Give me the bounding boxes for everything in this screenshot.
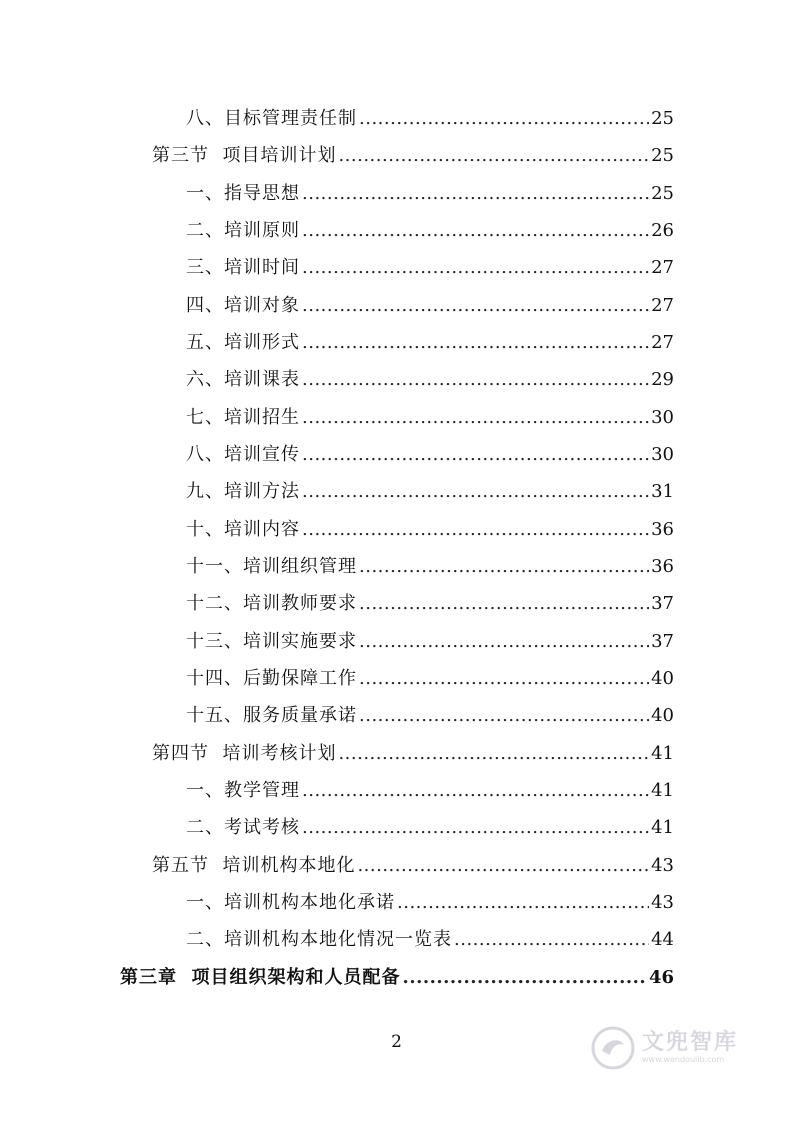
dot-leader [302, 815, 649, 841]
toc-label: 十一、培训组织管理 [186, 556, 357, 577]
dot-leader [359, 106, 649, 132]
toc-entry[interactable] [186, 778, 674, 804]
toc-label: 九、培训方法 [186, 481, 300, 502]
dot-leader [338, 741, 649, 767]
toc-label: 第四节 培训考核计划 [152, 743, 337, 764]
page-number: 2 [391, 1032, 402, 1052]
toc-entry[interactable] [186, 181, 674, 207]
toc-label: 二、培训原则 [186, 220, 300, 241]
toc-label: 八、目标管理责任制 [186, 108, 357, 129]
dot-leader [403, 965, 647, 991]
toc-label: 十五、服务质量承诺 [186, 705, 357, 726]
toc-label: 一、指导思想 [186, 183, 300, 204]
toc-page: 43 [651, 892, 674, 913]
toc-page: 41 [651, 780, 674, 801]
toc-page: 27 [651, 295, 674, 316]
dot-leader [302, 442, 649, 468]
toc-entry[interactable] [186, 815, 674, 841]
toc-page: 37 [651, 593, 674, 614]
toc-label: 七、培训招生 [186, 407, 300, 428]
toc-page: 36 [651, 556, 674, 577]
dot-leader [302, 218, 649, 244]
dot-leader [359, 554, 649, 580]
dot-leader [302, 517, 649, 543]
toc-page: 29 [651, 369, 674, 390]
toc-entry[interactable] [186, 666, 674, 692]
toc-entry[interactable] [186, 367, 674, 393]
toc-entry[interactable] [186, 330, 674, 356]
toc-page: 31 [651, 481, 674, 502]
toc-entry[interactable] [152, 741, 674, 767]
toc-entry[interactable] [152, 853, 674, 879]
toc-label: 一、教学管理 [186, 780, 300, 801]
toc-label: 十三、培训实施要求 [186, 631, 357, 652]
logo-icon [590, 1025, 636, 1071]
toc-entry[interactable] [186, 629, 674, 655]
toc-entry[interactable] [186, 479, 674, 505]
toc-entry[interactable] [186, 293, 674, 319]
toc-page: 43 [651, 855, 674, 876]
toc-entry[interactable] [186, 255, 674, 281]
toc-entry[interactable] [186, 890, 674, 916]
toc-entry-chapter[interactable] [120, 965, 674, 991]
dot-leader [302, 255, 649, 281]
toc-page: 44 [651, 929, 674, 950]
toc-page: 27 [651, 332, 674, 353]
dot-leader [359, 629, 649, 655]
toc-entry[interactable] [186, 442, 674, 468]
toc-label: 十四、后勤保障工作 [186, 668, 357, 689]
toc-label: 十二、培训教师要求 [186, 593, 357, 614]
toc-entry[interactable] [186, 554, 674, 580]
toc-entry[interactable] [186, 218, 674, 244]
watermark-title: 文兜智库 [642, 1030, 739, 1055]
toc-page: 41 [651, 817, 674, 838]
toc-page: 40 [651, 705, 674, 726]
toc-page: 41 [651, 743, 674, 764]
toc-page: 36 [651, 519, 674, 540]
dot-leader [302, 405, 649, 431]
toc-entry[interactable] [152, 143, 674, 169]
toc-page: 27 [651, 257, 674, 278]
dot-leader [302, 778, 649, 804]
dot-leader [357, 853, 649, 879]
toc-label: 三、培训时间 [186, 257, 300, 278]
dot-leader [338, 143, 649, 169]
toc-page: 25 [651, 108, 674, 129]
dot-leader [302, 330, 649, 356]
dot-leader [359, 703, 649, 729]
toc-label: 二、考试考核 [186, 817, 300, 838]
toc-label: 二、培训机构本地化情况一览表 [186, 929, 452, 950]
toc-page: 25 [651, 183, 674, 204]
toc-page: 46 [648, 967, 674, 988]
dot-leader [454, 927, 649, 953]
watermark [590, 1020, 760, 1076]
toc-page: 26 [651, 220, 674, 241]
dot-leader [302, 293, 649, 319]
toc-label: 一、培训机构本地化承诺 [186, 892, 395, 913]
toc-label: 六、培训课表 [186, 369, 300, 390]
toc-label: 四、培训对象 [186, 295, 300, 316]
toc-entry[interactable] [186, 703, 674, 729]
toc-entry[interactable] [186, 591, 674, 617]
toc-page: 37 [651, 631, 674, 652]
toc-entry[interactable] [186, 106, 674, 132]
dot-leader [359, 591, 649, 617]
toc-page: 30 [651, 407, 674, 428]
watermark-url: www.wendoulib.com [642, 1055, 725, 1064]
toc-label: 八、培训宣传 [186, 444, 300, 465]
dot-leader [397, 890, 649, 916]
toc-label: 十、培训内容 [186, 519, 300, 540]
toc-label: 五、培训形式 [186, 332, 300, 353]
toc-label: 第三节 项目培训计划 [152, 145, 337, 166]
toc-label: 第三章 项目组织架构和人员配备 [120, 967, 401, 988]
toc-page: 30 [651, 444, 674, 465]
dot-leader [359, 666, 649, 692]
toc-entry[interactable] [186, 517, 674, 543]
toc-entry[interactable] [186, 927, 674, 953]
toc-page: 40 [651, 668, 674, 689]
toc-page: 25 [651, 145, 674, 166]
dot-leader [302, 181, 649, 207]
dot-leader [302, 479, 649, 505]
toc-label: 第五节 培训机构本地化 [152, 855, 356, 876]
toc-entry[interactable] [186, 405, 674, 431]
dot-leader [302, 367, 649, 393]
